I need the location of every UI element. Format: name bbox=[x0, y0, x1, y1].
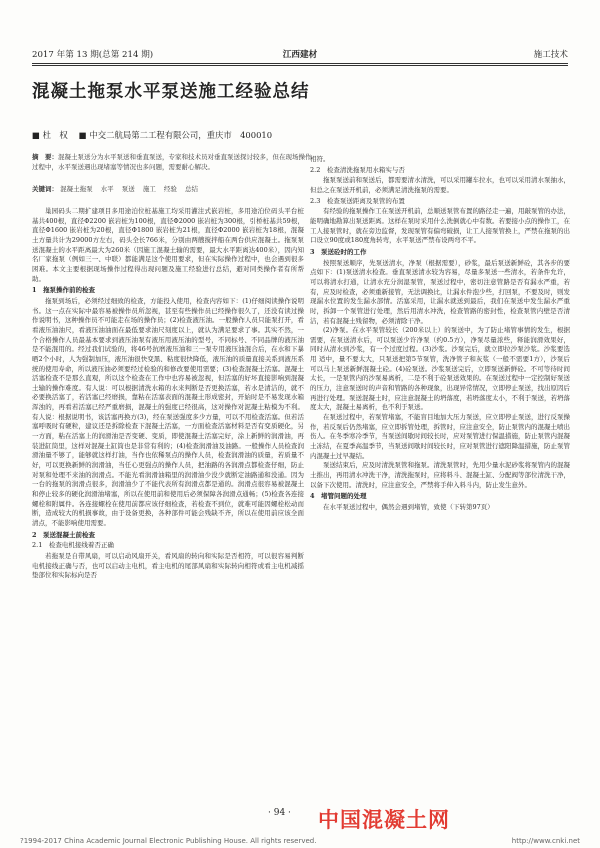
keyword: 经验 bbox=[163, 185, 177, 193]
author-name: 杜 权 bbox=[42, 130, 68, 140]
body-paragraph: 泵送结束后，应及时清洗泵管和拖泵。清洗泵管时，先用少量水泥砂浆将泵管内的混凝土推出，再用清水冲洗干净，清洗拖泵时，应将料斗、混凝土缸、分配阀等部位清洗干净，以备下次使用。清洗时，应注意安全，严禁将手伸入料斗内，防止发生意外。 bbox=[310, 461, 570, 489]
author-line bbox=[32, 129, 272, 141]
body-paragraph: (2)净泵。在水平泵管较长（200米以上）的泵送中，为了防止堵管事情的发生，根据需要，在泵送清水后，可以泵送少许净泵（约0.5方），净泵尽量浓些，释能润滑效果好，同时从清水到沙浆，有一个过度过程。(3)沙浆。沙泵完后，就立即拉沙泵沙浆。沙浆要选用 适中，量不要太大，只泵送把第5节泵管，洗净管子和灰浆（一般不需要1方），沙泵后可以马上泵送新鲜混凝土砼。(4)砼泵送。沙浆泵送完后，立即泵送新鲜砼。不可等待时间太长，一是泵管内的沙泵易离析，二是不利于砼泵送效果的。在泵送过程中一定控制好泵送的压力，注意泵送时的声音和管路的各种现象，出现异常情况，立即停止泵送，找出原因后再进行处理。泵送混凝土时，应注意混凝土的坍落度，若坍落度太小，不利于泵送，若坍落度太大，混凝土易离析，也不利于泵送。 bbox=[310, 326, 570, 412]
keywords bbox=[32, 184, 312, 193]
subsection-heading: 2.2 检查清洗拖泵用水箱实与否 bbox=[310, 165, 405, 174]
section-heading: 1 拖泵操作前的检查 bbox=[32, 286, 96, 295]
section-heading: 4 堵管问题的处理 bbox=[310, 492, 367, 501]
abstract-text: 混凝土泵送分为水平泵送和垂直泵送，专家和技术员对垂直泵送探讨较多，但在现场操作过程中，水平泵送遇出现堵塞等情况也多问题，需要耐心解决。 bbox=[32, 153, 312, 171]
keyword: 水平 bbox=[100, 185, 114, 193]
body-paragraph: 按照泵送顺序，先泵送清水，净泵（根据需要），砂浆，最后泵送新鲜砼，其各步的要点如下：(1)泵送清水检查。垂直泵送清水较为容易，尽量多泵送一些清水，若条件允许，可以将清水打通，让清水充分润湿泵管，泵送过程中，密切注意管路是否有漏水严重，若有，应及时检查，必须重新接管，无法调换比，让漏水件泡少些，打回泵，不要及时，则发现漏水位置的发生漏水部情。活塞采用，让漏水就送到最后，我们在泵送中发生漏水严重时，拆卸一个泵管进行处理，然后用清水冲洗，检查管路的密封性，检查泵管内壁是否清洁，若有混凝土残留物，必须清除干净。 bbox=[310, 258, 570, 325]
issue-info: 2017 年第 13 期(总第 214 期) bbox=[32, 50, 154, 60]
abstract bbox=[32, 153, 312, 172]
subsection-heading: 2.1 检查电机接线着否正确 bbox=[32, 541, 114, 550]
body-paragraph: 拖泵到场后，必须经过细致的检查，方能投入使用，检查内容如下：(1)仔细阅读操作说明书。这一点在实际中最容易被操作员所忽视，甚至有些操作员已经操作很久了，还没有读过操作说明书，这种操作员不可能走在场的操作员；(2)检查液压油。一般操作人员只能泵打开，看看液压油油尺，看液压油油面在最低要求油尺刻度以上，就认为满足要求了事。其实不然，一个合格操作人员最基本要求到液压油泵有液压用液压油的型号，不同标号、不同品牌的液压油是不能混用的。经过我们试验的，将46号抗磨液压油和三一泵专用液压油混合后，在水和下暴晒2个小时，人为强制加压，液压油很快变黑、粘度很快降低，液压油的质量直接关系到液压系统的使用寿命，所以液压油必须要经过检验的和修改要使用需要；(3)检查混凝土活塞。混凝土活塞检查不是那么直观，所以这个检查在工作中也容易被忽视，但活塞的好坏直接影响到混凝土输的操作难度。有人说：可以根据清洗水箱的水来判断是否更换活塞，若水是清洁的，就不必要换活塞了，若活塞已经磨损，靠粘在活塞表面的混凝土形成密封，开始时是不易发现水箱浑浊的，再看若活塞已经严重磨损，混凝土的强度已经很高，这对操作对泥凝土粘模为不利。有人说：根据说明书，该活塞再换方(3)，经在泵送强度多少方量，可以不用检查活塞。但若活塞呼吸时有硬粒，建议还是拆除检查下混凝土活塞，一方面检查活塞材料是否有变质硬化，另一方面，粘在活塞上的润滑油是否变硬、变质，即使混凝土活塞完好，涂上新鲜的润滑油，再装进缸筒里，这样对混凝土缸筒也是非常有利的；(4)检查润滑油及油路。一般操作人员检查润滑油量不够了，能够就这样打油，当作也依稀泵点的操作人员，检查润滑油的质量，若质量不好，可以更换新鲜的润滑油，当任心更强点的操作人员，把油路的各润滑点都检查仔细，防止对泵和处理不来油的润滑点。不能光看润滑油箱里的润滑油少没少就断定油路通和没通。因为一台的拖泵的润滑点很多，润滑油少了不能代表所有润滑点都是通的。润滑点很容易被混凝土和停止较多的硬化润滑油堵塞，所以在使用前和使用后必须保障各润滑点通畅；(5)检查各连接螺栓和附属件。各连接螺栓在使用前都应该仔细检查，若检查不到位，就难可能因螺栓松动而断，造成较大的机损事故，由于设备更换，各种部件可能会残缺不齐，所以在使用前应该全面清点，不能影响使用需要。 bbox=[32, 296, 304, 527]
body-paragraph: 巢园码头二期扩建项目多用途泊位桩基施工均采用灌注式嵌岩桩，多用途泊位码头平台桩基共400根，直径Φ2200 嵌岩桩为100根，直径Φ2000 嵌岩桩为300根，引桥桩基共59根，直径Φ1600 嵌岩桩为20根，直径Φ1800 嵌岩桩为21根，直径Φ2000 嵌岩桩为18根，混凝土方量共计为29000方左右，码头全长766米，分别由两艘搅拌船在两台供应混凝土。拖泵泵送混凝土的水平距离最大为260米（因施工混凝土输的需要，最大水平距离达400米），因内知名厂家拖泵（例如三一、中联）都能满足这个使用要求，但在实际操作过程中，也会遇到很多困难。本文主要根据现场操作过程得出现问题及施工经验进行总结，避对同类操作者有所帮助。 bbox=[32, 207, 304, 283]
author-affiliation: 中交二航局第二工程有限公司，重庆市 400010 bbox=[89, 130, 273, 140]
site-watermark: 中国混凝土网 bbox=[318, 808, 450, 832]
body-paragraph: 相符。 bbox=[310, 155, 330, 163]
article-title: 混凝土拖泵水平泵送施工经验总结 bbox=[32, 82, 310, 102]
author-icon-2: ■ bbox=[70, 130, 87, 140]
keywords-label: 关键词： bbox=[32, 185, 58, 193]
keyword: 总结 bbox=[184, 185, 198, 193]
body-paragraph: 拖泵泵送前和泵送后，都需要清水清洗，可以采用罐车拉水，也可以采用清水泵抽水，但总之在泵送开机前，必须满足清洗拖泵的需要。 bbox=[310, 176, 570, 194]
footer bbox=[20, 837, 580, 845]
keyword: 泵送 bbox=[121, 185, 135, 193]
keyword: 混凝土拖泵 bbox=[60, 185, 93, 193]
right-column bbox=[310, 155, 570, 797]
section-heading: 3 泵送砼时的工作 bbox=[310, 247, 367, 256]
body-paragraph: 有经验的拖泵操作工在泵送开机前，总顺送泵管布置的路径走一遍，用敲泵管的办法，能明确地勘算出泵送距离。这样在泵时采用什么洗倒就心中有数。若要接小点的操作工，在工人接泵管时，就在旁边监督，发现泵管有偏弯破损，让工人接泵管换上，严禁在拖泵的出口设立90度或180度角转弯，水平泵送严禁布设两弯不平。 bbox=[310, 207, 570, 245]
footer-copyright: ?1994-2017 China Academic Journal Electronic Publishing House. All rights reserved. bbox=[20, 837, 317, 845]
body-paragraph: 若拖泵是自带风扇，可以启动风扇开关，看风扇的转向和实际是否相符，可以很容易判断电机接线正确与否，也可以启动主电机，看主电机的尾部风扇和实际转向相符或看主电机减摇垫部位和实际标向是否 bbox=[32, 551, 304, 580]
body-paragraph: 在水平泵送过程中，偶然会遇到堵管，致使（下转第97页） bbox=[323, 502, 494, 511]
running-header bbox=[32, 48, 568, 62]
keyword: 施工 bbox=[142, 185, 156, 193]
page-number: · 94 · bbox=[268, 808, 291, 818]
footer-url: http://www.cnki.net bbox=[511, 837, 580, 845]
abstract-label: 摘 要： bbox=[32, 153, 58, 161]
header-rule bbox=[32, 63, 568, 64]
section-heading: 2 泵送混凝土前检查 bbox=[32, 530, 96, 539]
subsection-heading: 2.3 检查泵送距离及泵管的布置 bbox=[310, 196, 405, 205]
body-paragraph: 在泵送过程中，若泵管堵塞，不能盲目地加大压力泵送，应立即停止泵送，进行反泵操作，若反泵后仍然堵塞，应立即拆管处理，拆管时，应注意安全，防止泵管内的混凝土喷出伤人。在冬季寒冷季节，当泵送间歇时间较长时，应对泵管进行保温措施，防止泵管内混凝土冻结，在夏季高温季节，当泵送间歇时间较长时，应对泵管进行遮阳降温措施，防止泵管内混凝土过早凝结。 bbox=[310, 413, 570, 460]
header-rule-thin bbox=[32, 65, 568, 66]
journal-name: 江西建材 bbox=[282, 50, 318, 60]
author-icon: ■ bbox=[32, 130, 40, 140]
left-column bbox=[32, 207, 304, 792]
section-name: 施工技术 bbox=[533, 50, 568, 60]
